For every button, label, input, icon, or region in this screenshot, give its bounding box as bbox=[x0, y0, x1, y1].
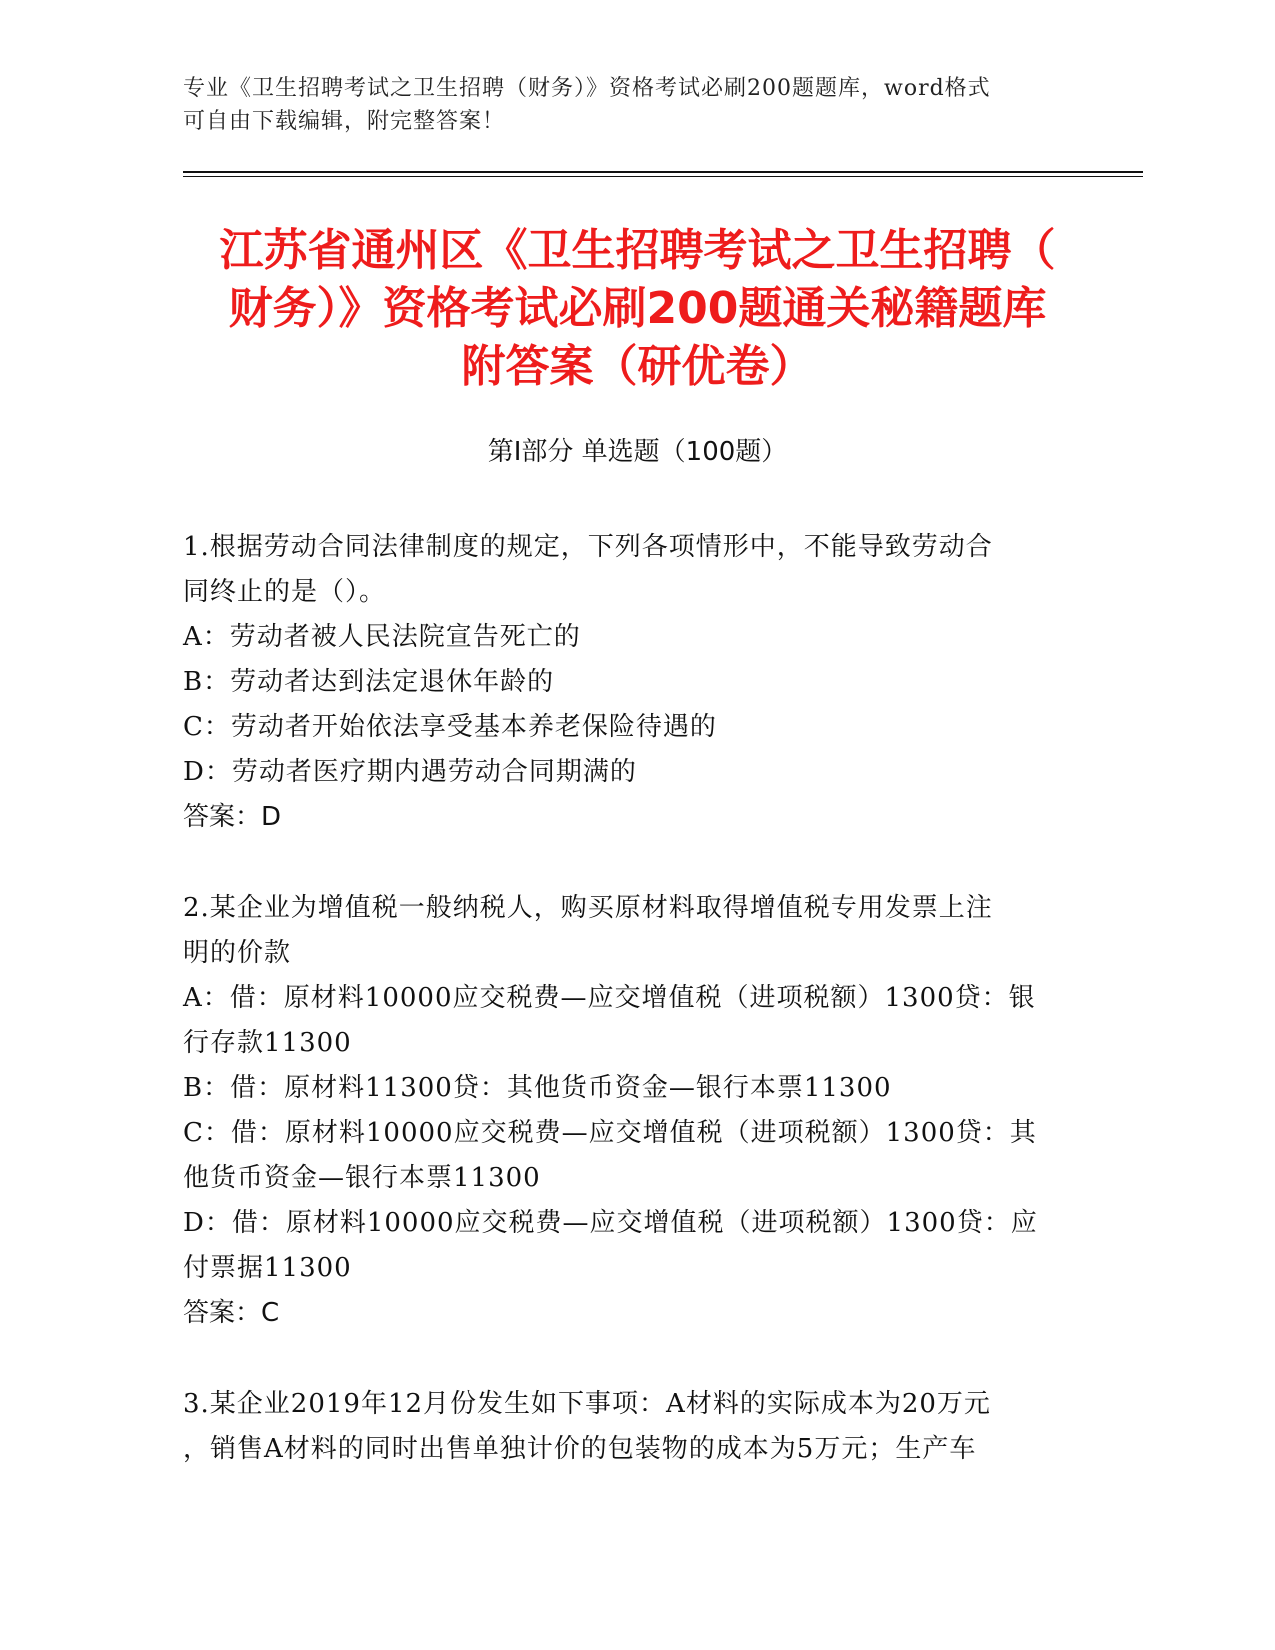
answer-line: 答案：C bbox=[183, 1298, 280, 1328]
document-title-line: 附答案（研优卷） bbox=[461, 341, 814, 392]
document-title bbox=[160, 222, 1115, 396]
document-title-line: 财务）》资格考试必刷200题通关秘籍题库 bbox=[228, 283, 1047, 334]
header-divider-thin bbox=[183, 176, 1143, 177]
answer-line: 答案：D bbox=[183, 802, 282, 832]
option-line: B：借：原材料11300贷：其他货币资金—银行本票11300 bbox=[183, 1073, 892, 1103]
option-line: D：借：原材料10000应交税费—应交增值税（进项税额）1300贷：应 bbox=[183, 1208, 1038, 1238]
question-block bbox=[183, 1382, 1083, 1472]
option-line: D：劳动者医疗期内遇劳动合同期满的 bbox=[183, 757, 637, 787]
question-stem-line: 1.根据劳动合同法律制度的规定，下列各项情形中，不能导致劳动合 bbox=[183, 532, 993, 562]
option-line: A：借：原材料10000应交税费—应交增值税（进项税额）1300贷：银 bbox=[183, 983, 1036, 1013]
question-stem-line: 明的价款 bbox=[183, 938, 292, 968]
option-line: A：劳动者被人民法院宣告死亡的 bbox=[183, 622, 581, 652]
option-line: B：劳动者达到法定退休年龄的 bbox=[183, 667, 555, 697]
header-divider bbox=[183, 171, 1143, 173]
header-note-line: 可自由下载编辑，附完整答案！ bbox=[183, 109, 506, 134]
header-note bbox=[183, 72, 1063, 138]
question-block bbox=[183, 886, 1083, 1336]
option-line: C：借：原材料10000应交税费—应交增值税（进项税额）1300贷：其 bbox=[183, 1118, 1037, 1148]
document-title-line: 江苏省通州区《卫生招聘考试之卫生招聘（ bbox=[219, 225, 1056, 276]
section-title: 第Ⅰ部分 单选题（100题） bbox=[487, 437, 788, 467]
question-stem-line: 3.某企业2019年12月份发生如下事项：A材料的实际成本为20万元 bbox=[183, 1389, 991, 1419]
header-note-line: 专业《卫生招聘考试之卫生招聘（财务）》资格考试必刷200题题库，word格式 bbox=[183, 76, 991, 101]
option-line: 行存款11300 bbox=[183, 1028, 352, 1058]
option-line: 付票据11300 bbox=[183, 1253, 352, 1283]
option-line: C：劳动者开始依法享受基本养老保险待遇的 bbox=[183, 712, 717, 742]
question-stem-line: 同终止的是（）。 bbox=[183, 577, 387, 607]
question-stem-line: 2.某企业为增值税一般纳税人，购买原材料取得增值税专用发票上注 bbox=[183, 893, 993, 923]
question-stem-line: ，销售A材料的同时出售单独计价的包装物的成本为5万元；生产车 bbox=[183, 1434, 977, 1464]
question-block bbox=[183, 525, 1083, 840]
question-list bbox=[183, 525, 1083, 1518]
option-line: 他货币资金—银行本票11300 bbox=[183, 1163, 541, 1193]
